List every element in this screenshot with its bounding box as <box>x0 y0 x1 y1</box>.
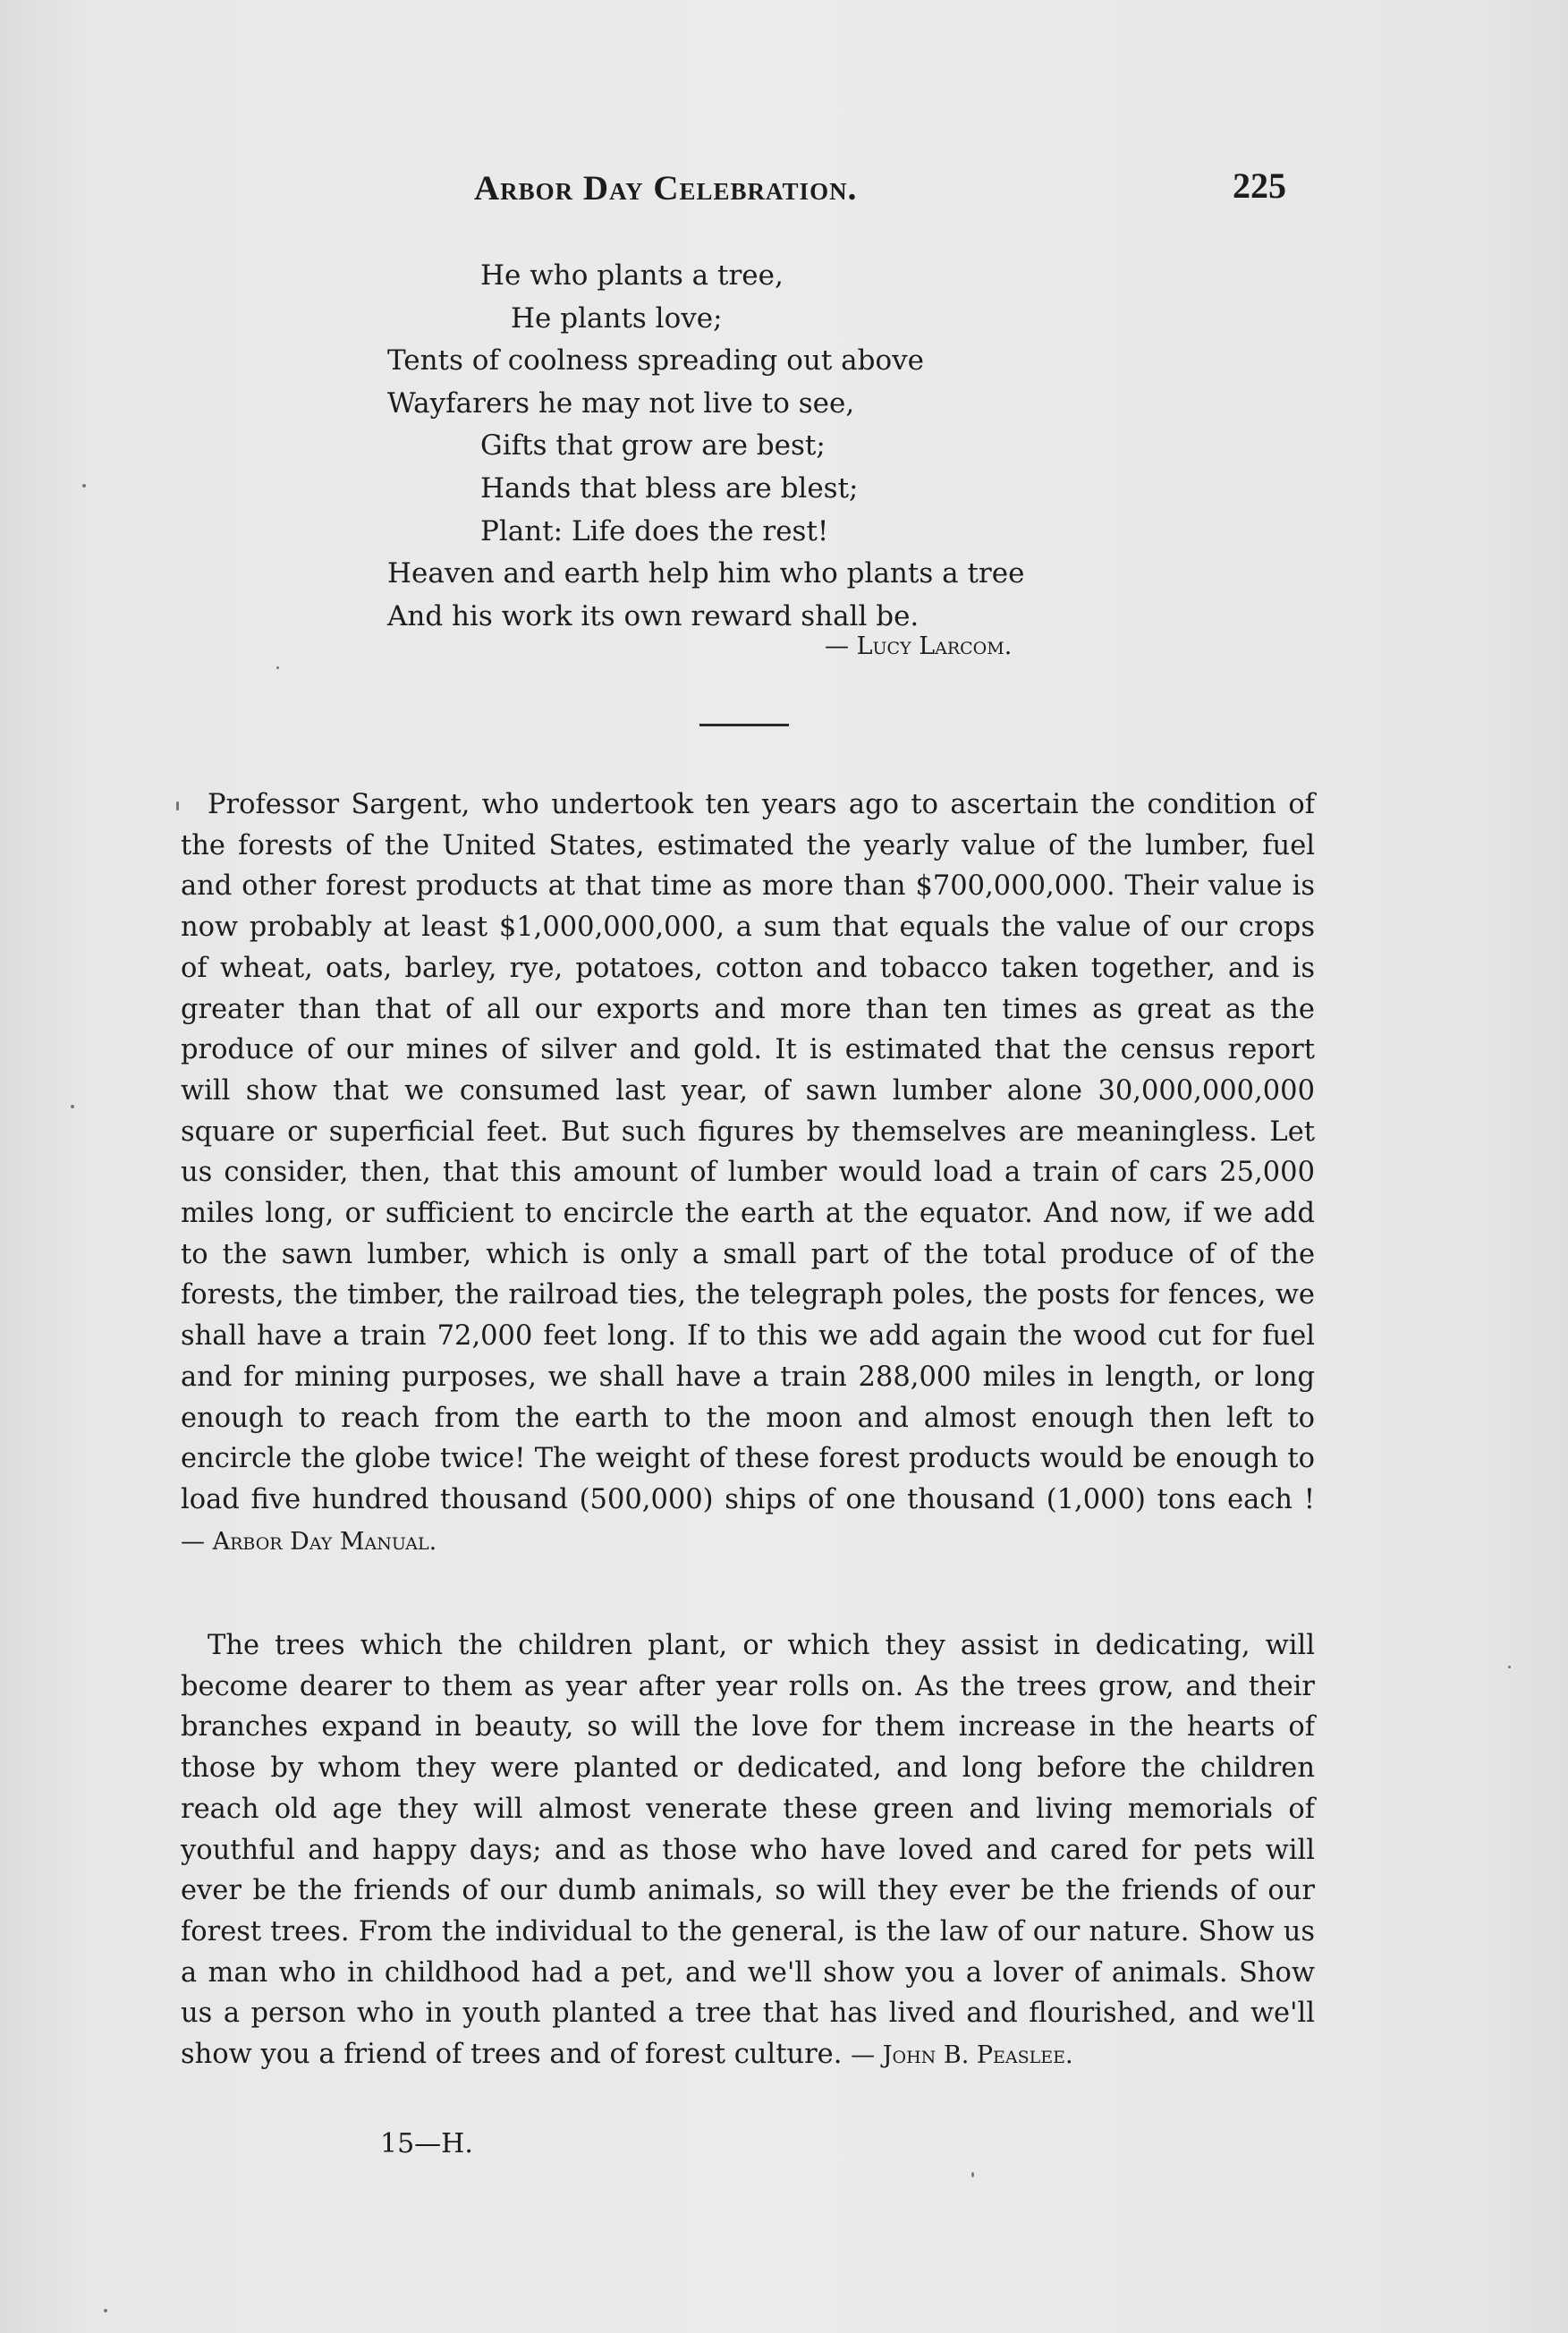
poem <box>387 255 1192 638</box>
paper-speck <box>276 666 279 669</box>
signature-mark: 15—H. <box>380 2128 473 2159</box>
paragraph-peaslee <box>181 1625 1315 2076</box>
paragraph-sargent <box>181 785 1315 1562</box>
poem-line: Tents of coolness spreading out above <box>387 344 924 378</box>
poem-attribution: — Lucy Larcom. <box>825 632 1013 660</box>
paper-speck <box>176 802 179 810</box>
poem-line: Hands that bless are blest; <box>480 471 859 505</box>
poem-line: Plant: Life does the rest! <box>480 514 829 547</box>
page-number: 225 <box>1233 165 1286 206</box>
paragraph-text: The trees which the children plant, or which they assist in dedicating, will become dearer to them as year after year rolls on. As the trees grow, and their branches expand in beauty, so will the love for them increase in the hearts of those by whom they were planted or dedicated, and long before the children reach old age they will almost venerate these green and living memorials of youthful and happy days; and as those who have loved and cared for pets will ever be the friends of our dumb animals, so will they ever be the friends of our forest trees. From the individual to the general, is the law of our nature. Show us a man who in childhood had a pet, and we'll show you a lover of animals. Show us a person who in youth planted a tree that has lived and flourished, and we'll show you a friend of trees and of forest culture. <box>181 1630 1315 2071</box>
paper-speck <box>104 2309 107 2312</box>
poem-line: Wayfarers he may not live to see, <box>387 386 855 420</box>
paper-speck <box>71 1105 74 1108</box>
running-head: Arbor Day Celebration. <box>474 169 858 208</box>
paper-speck <box>82 484 86 488</box>
paper-speck <box>1508 1666 1511 1668</box>
paper-speck <box>971 2172 974 2177</box>
section-divider <box>699 724 789 726</box>
poem-line: Heaven and earth help him who plants a tree <box>387 557 1025 590</box>
poem-line: And his work its own reward shall be. <box>387 599 920 632</box>
paragraph-text: Professor Sargent, who undertook ten years ago to ascertain the condition of the forests of the United States, estimated the yearly value of the lumber, fuel and other forest products at that time as more than $700,000,000. Their value is now probably at least $1,000,000,000, a sum that equals the value of our crops of wheat, oats, barley, rye, potatoes, cotton and tobacco taken together, and is greater than that of all our exports and more than ten times as great as the produce of our mines of silver and gold. It is estimated that the census report will show that we consumed last year, of sawn lumber alone 30,000,000,000 square or superficial feet. But such figures by themselves are meaningless. Let us consider, then, that this amount of lumber would load a train of cars 25,000 miles long, or sufficient to encircle the earth at the equator. And now, if we add to the sawn lumber, which is only a small part of the total produce of of the forests, the timber, the railroad ties, the telegraph poles, the posts for fences, we shall have a train 72,000 feet long. If to this we add again the wood cut for fuel and for mining purposes, we shall have a train 288,000 miles in length, or long enough to reach from the earth to the moon and almost enough then left to encircle the globe twice! The weight of these forest products would be enough to load five hundred thousand (500,000) ships of one thousand (1,000) tons each ! <box>181 789 1315 1515</box>
poem-line: He plants love; <box>511 301 723 335</box>
poem-line: Gifts that grow are best; <box>480 429 826 462</box>
paragraph-attribution: — John B. Peaslee. <box>851 2041 1073 2070</box>
paragraph-attribution: — Arbor Day Manual. <box>181 1527 437 1556</box>
poem-line: He who plants a tree, <box>480 259 784 292</box>
